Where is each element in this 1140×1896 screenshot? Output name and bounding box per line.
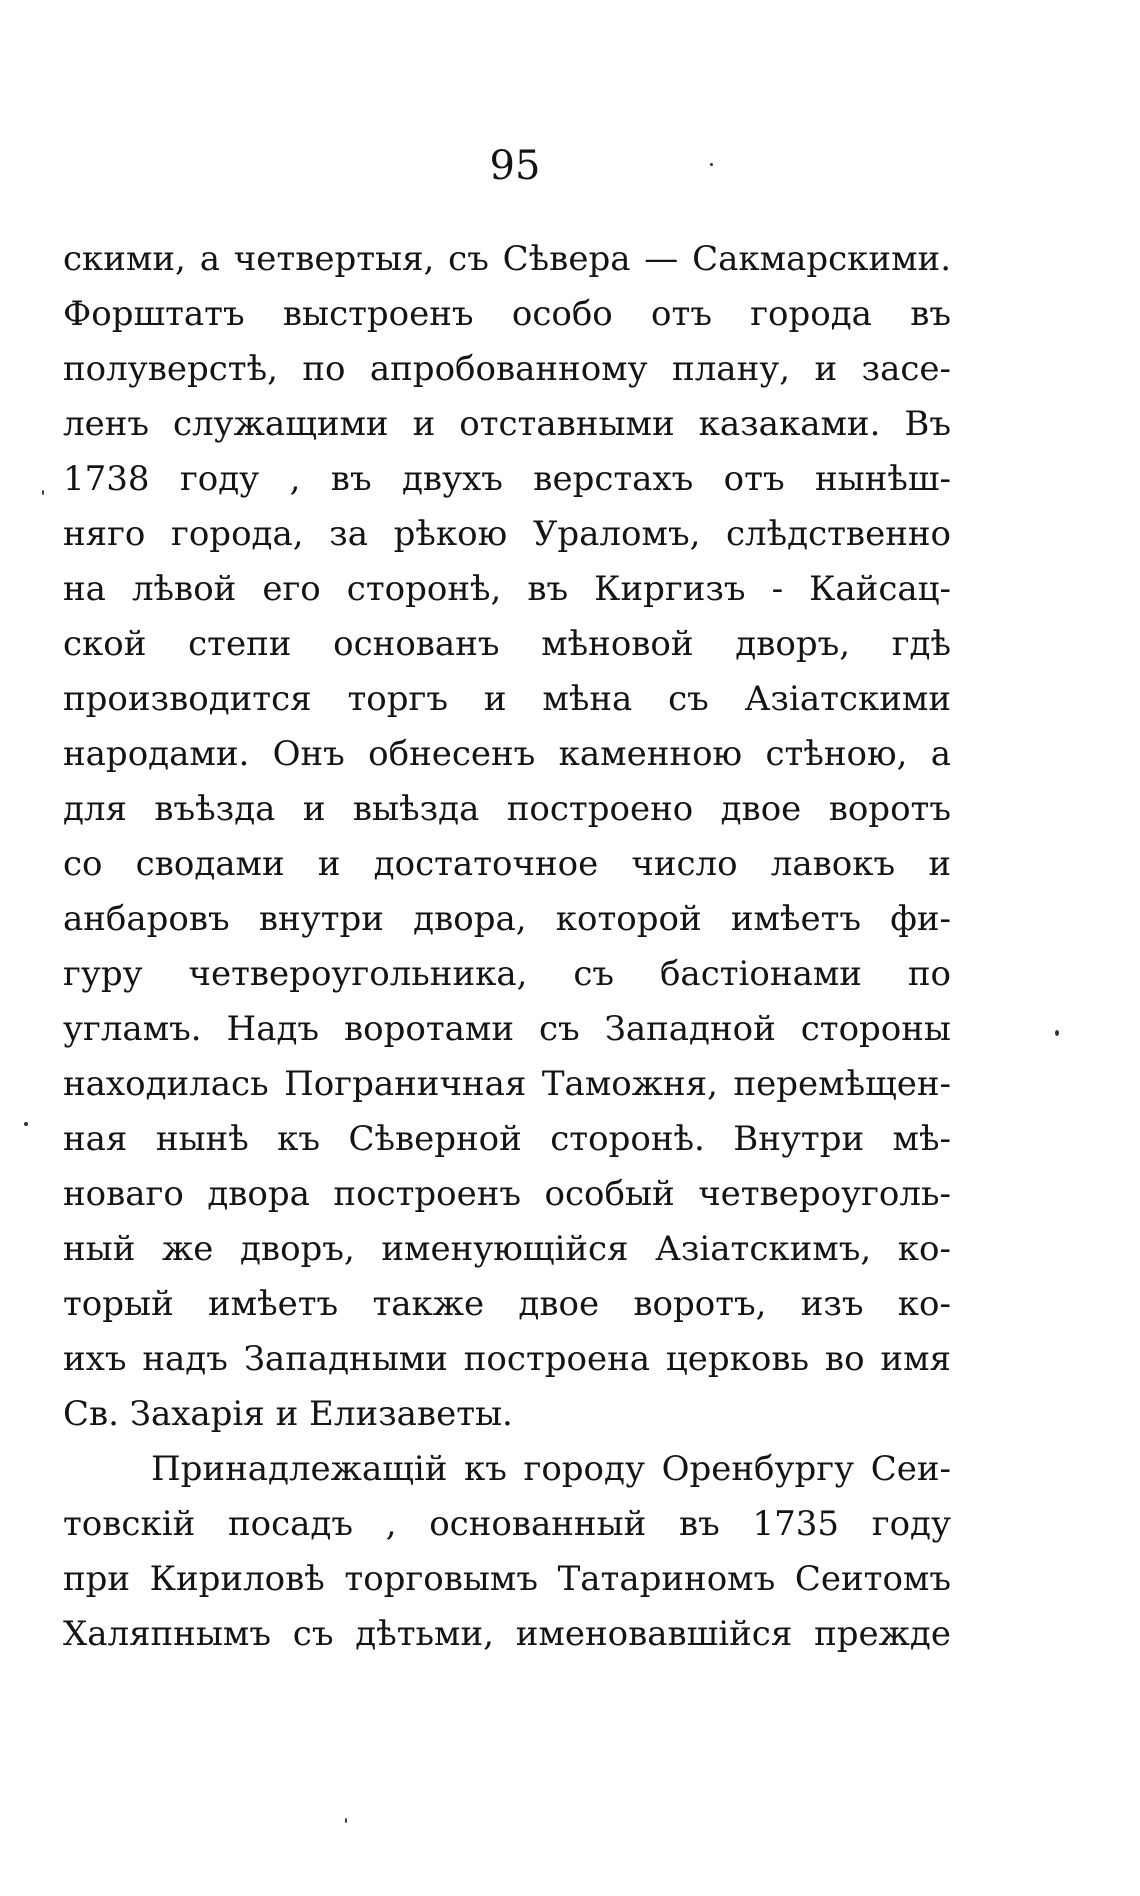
scan-speck <box>42 490 44 495</box>
text-line: товскій посадъ , основанный въ 1735 году <box>63 1504 951 1544</box>
body-text <box>63 232 951 1662</box>
scan-speck <box>710 163 713 166</box>
text-line: новаго двора построенъ особый четвероуголь- <box>63 1174 951 1214</box>
text-line: Принадлежащій къ городу Оренбургу Сеи- <box>151 1449 951 1489</box>
text-line: со сводами и достаточное число лавокъ и <box>63 844 951 884</box>
scan-speck <box>24 1122 28 1126</box>
text-line: ской степи основанъ мѣновой дворъ, гдѣ <box>63 624 951 664</box>
scan-speck <box>1055 1030 1059 1036</box>
text-line: анбаровъ внутри двора, которой имѣетъ фи- <box>63 899 951 939</box>
text-line: гуру четвероугольника, съ бастіонами по <box>63 954 951 994</box>
text-line: находилась Пограничная Таможня, перемѣщен- <box>63 1064 951 1104</box>
text-line: народами. Онъ обнесенъ каменною стѣною, а <box>63 734 951 774</box>
text-line: полуверстѣ, по апробованному плану, и засе- <box>63 349 951 389</box>
text-line: няго города, за рѣкою Ураломъ, слѣдственно <box>63 514 951 554</box>
text-line: ленъ служащими и отставными казаками. Въ <box>63 404 951 444</box>
text-line: производится торгъ и мѣна съ Азіатскими <box>63 679 951 719</box>
text-line: при Кириловѣ торговымъ Татариномъ Сеитомъ <box>63 1559 951 1599</box>
text-line: ихъ надъ Западными построена церковь во имя <box>63 1339 951 1379</box>
paragraph-1 <box>63 232 951 1442</box>
scan-speck <box>345 1818 347 1823</box>
text-line: Форштатъ выстроенъ особо отъ города въ <box>63 294 951 334</box>
text-line: 1738 году , въ двухъ верстахъ отъ нынѣш- <box>63 459 951 499</box>
text-line: Св. Захарія и Елизаветы. <box>63 1394 513 1434</box>
text-line: Халяпнымъ съ дѣтьми, именовавшійся прежде <box>63 1614 951 1654</box>
text-line: угламъ. Надъ воротами съ Западной стороны <box>63 1009 951 1049</box>
text-line: ная нынѣ къ Сѣверной сторонѣ. Внутри мѣ- <box>63 1119 951 1159</box>
text-line: скими, а четвертыя, съ Сѣвера — Сакмарскими. <box>63 239 951 279</box>
paragraph-2 <box>63 1442 951 1662</box>
text-line: ный же дворъ, именующійся Азіатскимъ, ко- <box>63 1229 951 1269</box>
text-line: на лѣвой его сторонѣ, въ Киргизъ - Кайсац- <box>63 569 951 609</box>
page-number: 95 <box>489 143 541 189</box>
text-line: торый имѣетъ также двое воротъ, изъ ко- <box>63 1284 951 1324</box>
text-line: для въѣзда и выѣзда построено двое воротъ <box>63 789 951 829</box>
